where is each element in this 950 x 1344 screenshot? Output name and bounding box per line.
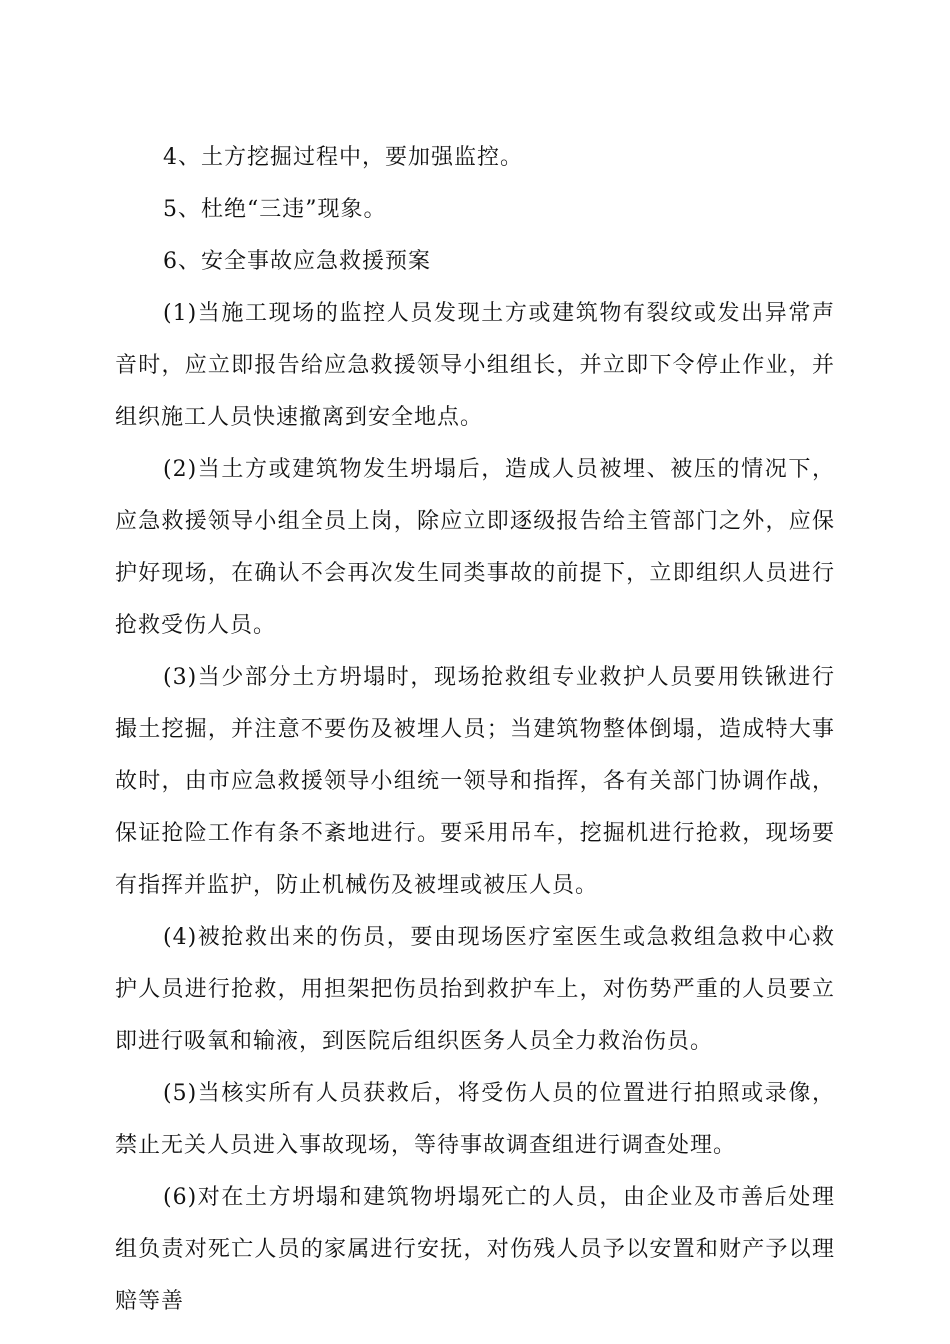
document-body xyxy=(115,132,835,1328)
paragraph-sub-2: (2)当土方或建筑物发生坍塌后，造成人员被埋、被压的情况下，应急救援领导小组全员上岗，除应立即逐级报告给主管部门之外，应保护好现场，在确认不会再次发生同类事故的前提下，立即组织人员进行抢救受伤人员。 xyxy=(115,457,835,638)
paragraph-sub-1: (1)当施工现场的监控人员发现土方或建筑物有裂纹或发出异常声音时，应立即报告给应急救援领导小组组长，并立即下令停止作业，并组织施工人员快速撤离到安全地点。 xyxy=(115,301,835,430)
paragraph-sub-4: (4)被抢救出来的伤员，要由现场医疗室医生或急救组急救中心救护人员进行抢救，用担架把伤员抬到救护车上，对伤势严重的人员要立即进行吸氧和输液，到医院后组织医务人员全力救治伤员。 xyxy=(115,925,835,1054)
paragraph-item-6-heading: 6、安全事故应急救援预案 xyxy=(163,249,431,274)
paragraph-sub-6: (6)对在土方坍塌和建筑物坍塌死亡的人员，由企业及市善后处理组负责对死亡人员的家属进行安抚，对伤残人员予以安置和财产予以理赔等善 xyxy=(115,1185,835,1314)
paragraph-item-4: 4、土方挖掘过程中，要加强监控。 xyxy=(163,145,523,170)
paragraph-sub-3: (3)当少部分土方坍塌时，现场抢救组专业救护人员要用铁锹进行撮土挖掘，并注意不要伤及被埋人员；当建筑物整体倒塌，造成特大事故时，由市应急救援领导小组统一领导和指挥，各有关部门协调作战，保证抢险工作有条不紊地进行。要采用吊车，挖掘机进行抢救，现场要有指挥并监护，防止机械伤及被埋或被压人员。 xyxy=(115,665,835,898)
paragraph-sub-5: (5)当核实所有人员获救后，将受伤人员的位置进行拍照或录像，禁止无关人员进入事故现场，等待事故调查组进行调查处理。 xyxy=(115,1081,835,1158)
paragraph-item-5: 5、杜绝“三违”现象。 xyxy=(163,197,387,222)
